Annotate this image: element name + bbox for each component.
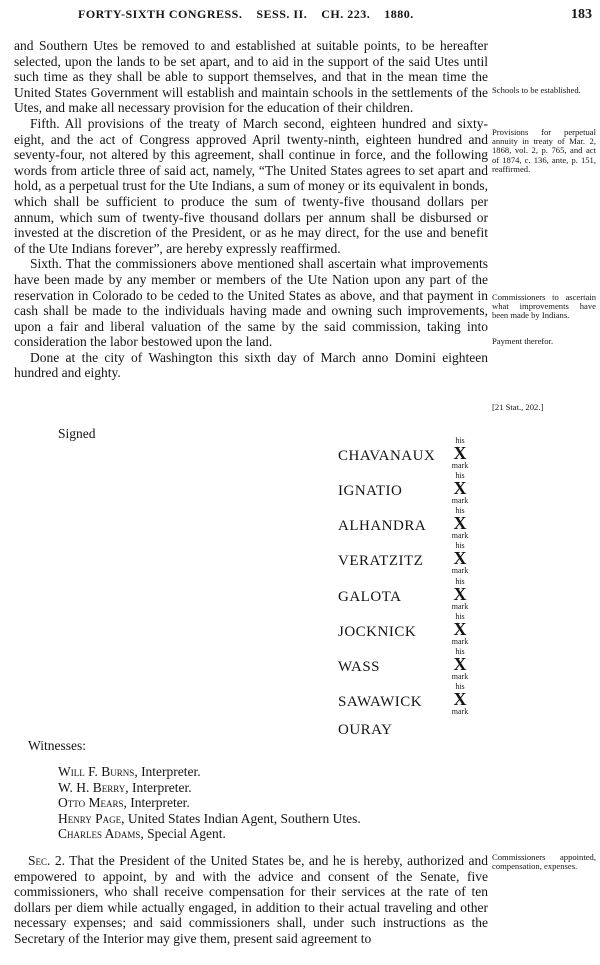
witness-entry [58,764,498,780]
witness-entry [58,826,498,842]
margin-note-improvements: Commissioners to ascertain what improvements have been made by Indians. [492,292,596,321]
section-2 [14,853,488,947]
signature-row [338,506,498,540]
signature-row [338,541,498,575]
his-mark: his X mark [451,577,469,611]
signatory-name: GALOTA [338,589,402,605]
signatory-name: WASS [338,659,381,675]
section-label: Sec. 2. [28,853,65,868]
signatory-name: CHAVANAUX [338,448,436,464]
witness-name: Will F. Burns [58,764,135,779]
witness-name: Charles Adams [58,826,141,842]
witness-role: , United States Indian Agent, Southern Utes. [121,810,361,826]
witness-role: , Interpreter. [134,764,201,779]
signatory-name: VERATZITZ [338,553,424,569]
paragraph-done-at: Done at the city of Washington this sixth day of March anno Domini eighteen hundred and eighty. [14,349,488,381]
witness-name: W. H. Berry [58,779,126,795]
running-header [0,7,600,23]
margin-note-annuity: Provisions for perpetual annuity in treaty of Mar. 2, 1868, vol. 2, p. 765, and act of 1874, c. 136, ante, p. 151, reaffirmed. [492,127,596,174]
margin-note-commissioners: Commissioners appointed, compensation, expenses. [492,852,596,872]
section-2-text: That the President of the United States be, and he is hereby, authorized and empowered to appoint, by and with the advice and consent of the Senate, five commissioners, who shall receive compensation for their services at the rate of ten dollars per diem while actually engaged, in addition to their actual traveling and other necessary expenses; and said commissioners shall, under such instructions as the Secretary of the Interior may give them, present said agreement to [14,853,488,946]
running-head-title: FORTY-SIXTH CONGRESS. SESS. II. CH. 223. 1880. [78,7,414,21]
margin-note-statute-citation: [21 Stat., 202.] [492,402,544,412]
margin-note-payment: Payment therefor. [492,336,554,346]
his-mark: his X mark [451,612,469,646]
witness-role: , Interpreter. [125,779,192,795]
witness-name: Otto Mears [58,795,124,811]
margin-note-schools: Schools to be established. [492,85,581,95]
his-mark: his X mark [451,541,469,575]
witness-list [58,764,498,842]
witnesses-section [28,738,361,842]
signatory-ouray: OURAY [338,722,393,738]
witness-entry [58,795,498,811]
witness-entry [58,780,498,796]
signatory-name: JOCKNICK [338,624,417,640]
witness-role: , Special Agent. [140,826,226,842]
witnesses-label: Witnesses: [28,738,86,753]
signatory-name: ALHANDRA [338,518,427,534]
witness-name: Henry Page [58,810,122,826]
signatory-name: IGNATIO [338,483,403,499]
signatory-name: SAWAWICK [338,694,423,710]
signature-row [338,471,498,505]
paragraph-sixth: Sixth. That the commissioners above mentioned shall ascertain what improvements have been made by any member or members of the Ute Nation upon any part of the reservation in Colorado to be ceded to the United States as above, and that payment in cash shall be made to the individuals having made and owning such improvements, upon a fair and liberal valuation of the same by the said commission, taking into consideration the labor bestowed upon the land. [14,256,488,350]
paragraph-continuation: and Southern Utes be removed to and established at suitable points, to be hereafter selected, upon the lands to be set apart, and to aid in the support of the said Utes until such time as they shall be able to support themselves, and that in the mean time the United States Government will establish and maintain schools in the settlements of the Utes, and make all necessary provision for the education of their children. [14,38,488,116]
his-mark: his X mark [451,436,469,470]
witness-role: , Interpreter. [123,795,190,811]
signed-label: Signed [58,426,96,441]
signature-row [338,647,498,681]
his-mark: his X mark [451,682,469,716]
signature-row [338,612,498,646]
witness-entry [58,811,498,827]
signature-row [338,436,498,470]
his-mark: his X mark [451,471,469,505]
page-number: 183 [571,7,592,22]
his-mark: his X mark [451,506,469,540]
paragraph-fifth: Fifth. All provisions of the treaty of March second, eighteen hundred and sixty-eight, and the act of Congress approved April twenty-ninth, eighteen hundred and seventy-four, not altered by this agreement, shall continue in force, and the following words from article three of said act, namely, “The United States agrees to set apart and hold, as a perpetual trust for the Ute Indians, a sum of money or its equivalent in bonds, which shall be sufficient to produce the sum of twenty-five thousand dollars per annum, which sum of twenty-five thousand dollars per annum shall be disbursed or invested at the discretion of the President, or as he may direct, for the use and benefit of the Ute Indians forever”, are hereby expressly reaffirmed. [14,115,488,256]
signature-row [338,682,498,716]
his-mark: his X mark [451,647,469,681]
body-text [14,38,488,381]
signature-row [338,577,498,611]
section-2-paragraph [14,853,488,947]
